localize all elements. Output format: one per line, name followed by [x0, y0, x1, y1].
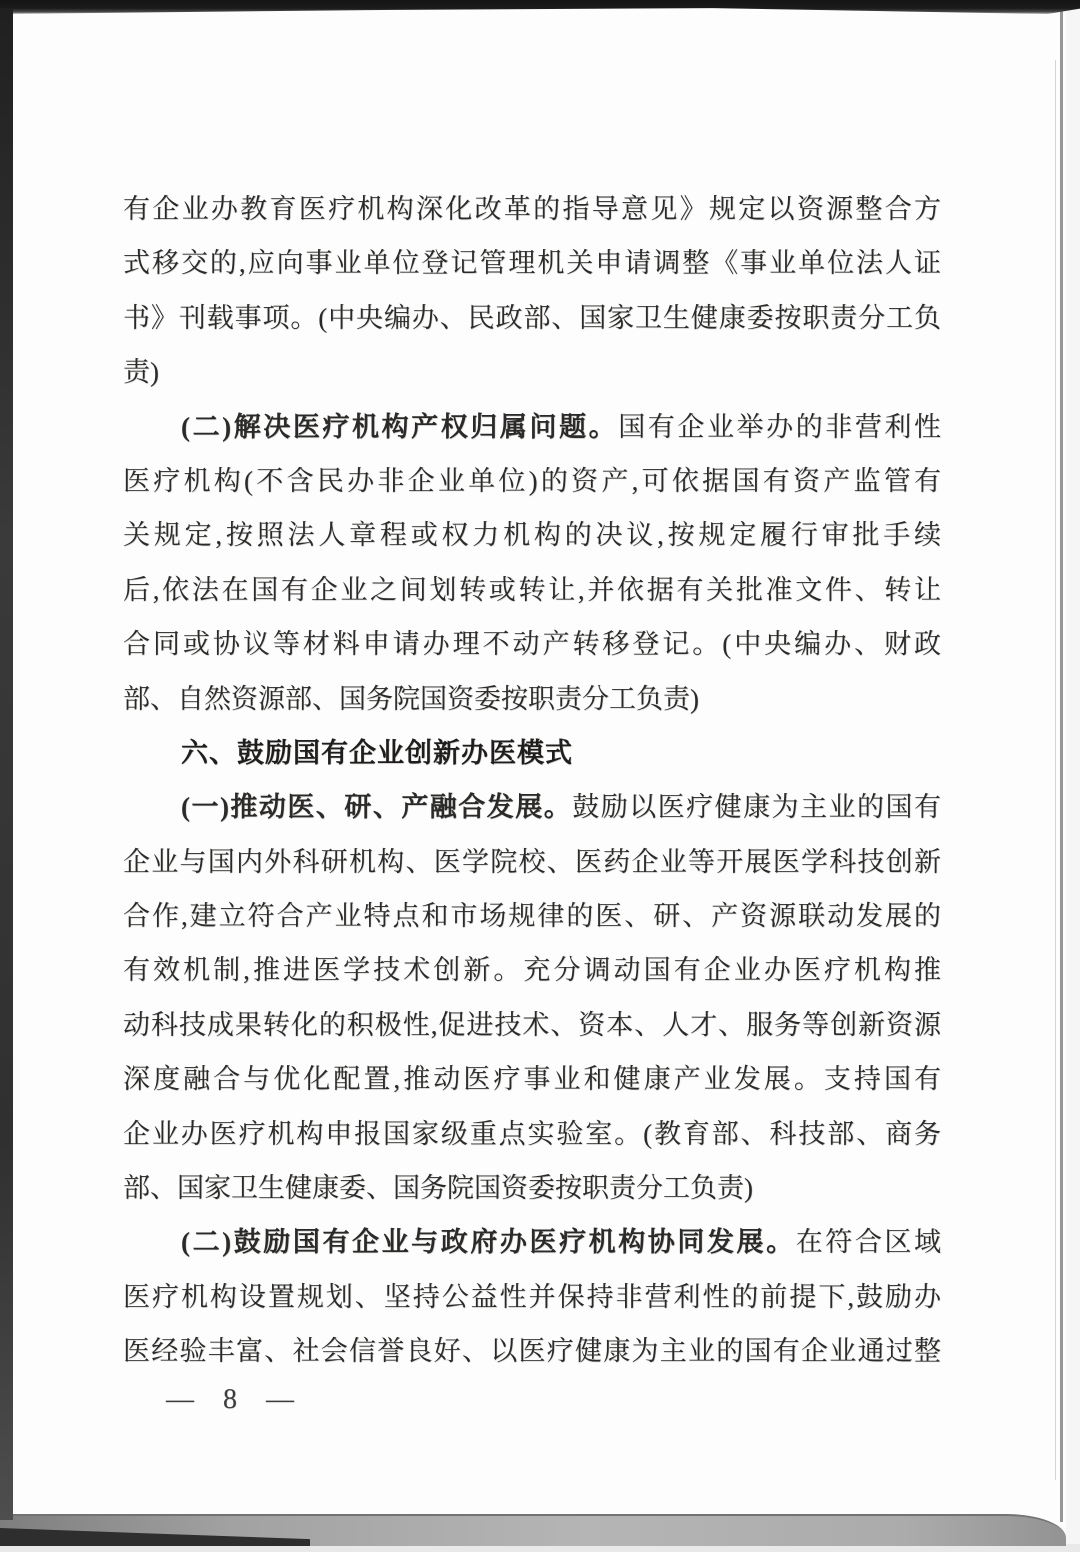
heading-text: 六、鼓励国有企业创新办医模式 — [181, 737, 573, 768]
paragraph-text: 有效机制,推进医学技术创新。充分调动国有企业办医疗机构推 — [123, 955, 941, 986]
paragraph-text: 企业办医疗机构申报国家级重点实验室。(教育部、科技部、商务 — [123, 1118, 941, 1149]
text-line — [123, 835, 941, 889]
text-line — [123, 998, 941, 1052]
paragraph-text: 合作,建立符合产业特点和市场规律的医、研、产资源联动发展的 — [123, 901, 941, 932]
paragraph-text: 关规定,按照法人章程或权力机构的决议,按规定履行审批手续 — [123, 520, 941, 551]
paragraph-text: 企业与国内外科研机构、医学院校、医药企业等开展医学科技创新 — [123, 846, 941, 877]
text-line — [123, 454, 941, 508]
paragraph-text: 书》刊载事项。(中央编办、民政部、国家卫生健康委按职责分工负 — [123, 302, 941, 333]
text-line — [123, 617, 941, 671]
text-line — [123, 182, 941, 236]
paragraph-text: 医经验丰富、社会信誉良好、以医疗健康为主业的国有企业通过整 — [123, 1336, 941, 1367]
paragraph-text: 在符合区域 — [795, 1227, 941, 1258]
paragraph-text: 式移交的,应向事业单位登记管理机关申请调整《事业单位法人证 — [123, 248, 941, 279]
document-body — [123, 182, 941, 1379]
text-line — [123, 1215, 941, 1269]
paragraph-lead: (二)解决医疗机构产权归属问题。 — [181, 411, 619, 442]
paragraph-text: 合同或协议等材料申请办理不动产转移登记。(中央编办、财政 — [123, 629, 941, 660]
text-line — [123, 291, 941, 345]
text-line — [123, 1107, 941, 1161]
scan-right-margin — [1066, 0, 1080, 1552]
text-line — [123, 508, 941, 562]
text-line — [123, 1161, 941, 1215]
text-line — [123, 400, 941, 454]
paragraph-text: 后,依法在国有企业之间划转或转让,并依据有关批准文件、转让 — [123, 574, 941, 605]
text-line — [123, 672, 941, 726]
page-edge-line-right — [1060, 10, 1063, 1522]
text-line — [123, 236, 941, 290]
paragraph-text: 有企业办教育医疗机构深化改革的指导意见》规定以资源整合方 — [123, 194, 941, 224]
scan-shadow-top — [0, 0, 1080, 14]
paragraph-text: 国有企业举办的非营利性 — [618, 411, 942, 442]
scan-shadow-left — [0, 8, 13, 1520]
text-line — [123, 563, 941, 617]
paragraph-text: 医疗机构设置规划、坚持公益性并保持非营利性的前提下,鼓励办 — [123, 1281, 941, 1312]
text-line — [123, 345, 941, 399]
paragraph-text: 部、国家卫生健康委、国务院国资委按职责分工负责) — [123, 1173, 753, 1204]
page-number: — 8 — — [166, 1384, 305, 1415]
section-heading — [123, 726, 941, 780]
paragraph-text: 深度融合与优化配置,推动医疗事业和健康产业发展。支持国有 — [123, 1064, 941, 1095]
paragraph-text: 部、自然资源部、国务院国资委按职责分工负责) — [123, 683, 699, 714]
text-line — [123, 780, 941, 834]
paragraph-text: 动科技成果转化的积极性,促进技术、资本、人才、服务等创新资源 — [123, 1009, 941, 1040]
text-line — [123, 1270, 941, 1324]
paragraph-text: 责) — [123, 357, 159, 388]
paragraph-lead: (一)推动医、研、产融合发展。 — [181, 792, 573, 823]
text-line — [123, 1324, 941, 1378]
text-line — [123, 889, 941, 943]
text-line — [123, 943, 941, 997]
paragraph-text: 医疗机构(不含民办非企业单位)的资产,可依据国有资产监管有 — [123, 465, 941, 496]
paragraph-lead: (二)鼓励国有企业与政府办医疗机构协同发展。 — [181, 1227, 796, 1258]
page-edge-line-right-faint — [1055, 60, 1056, 1480]
paragraph-text: 鼓励以医疗健康为主业的国有 — [572, 792, 942, 823]
text-line — [123, 1052, 941, 1106]
